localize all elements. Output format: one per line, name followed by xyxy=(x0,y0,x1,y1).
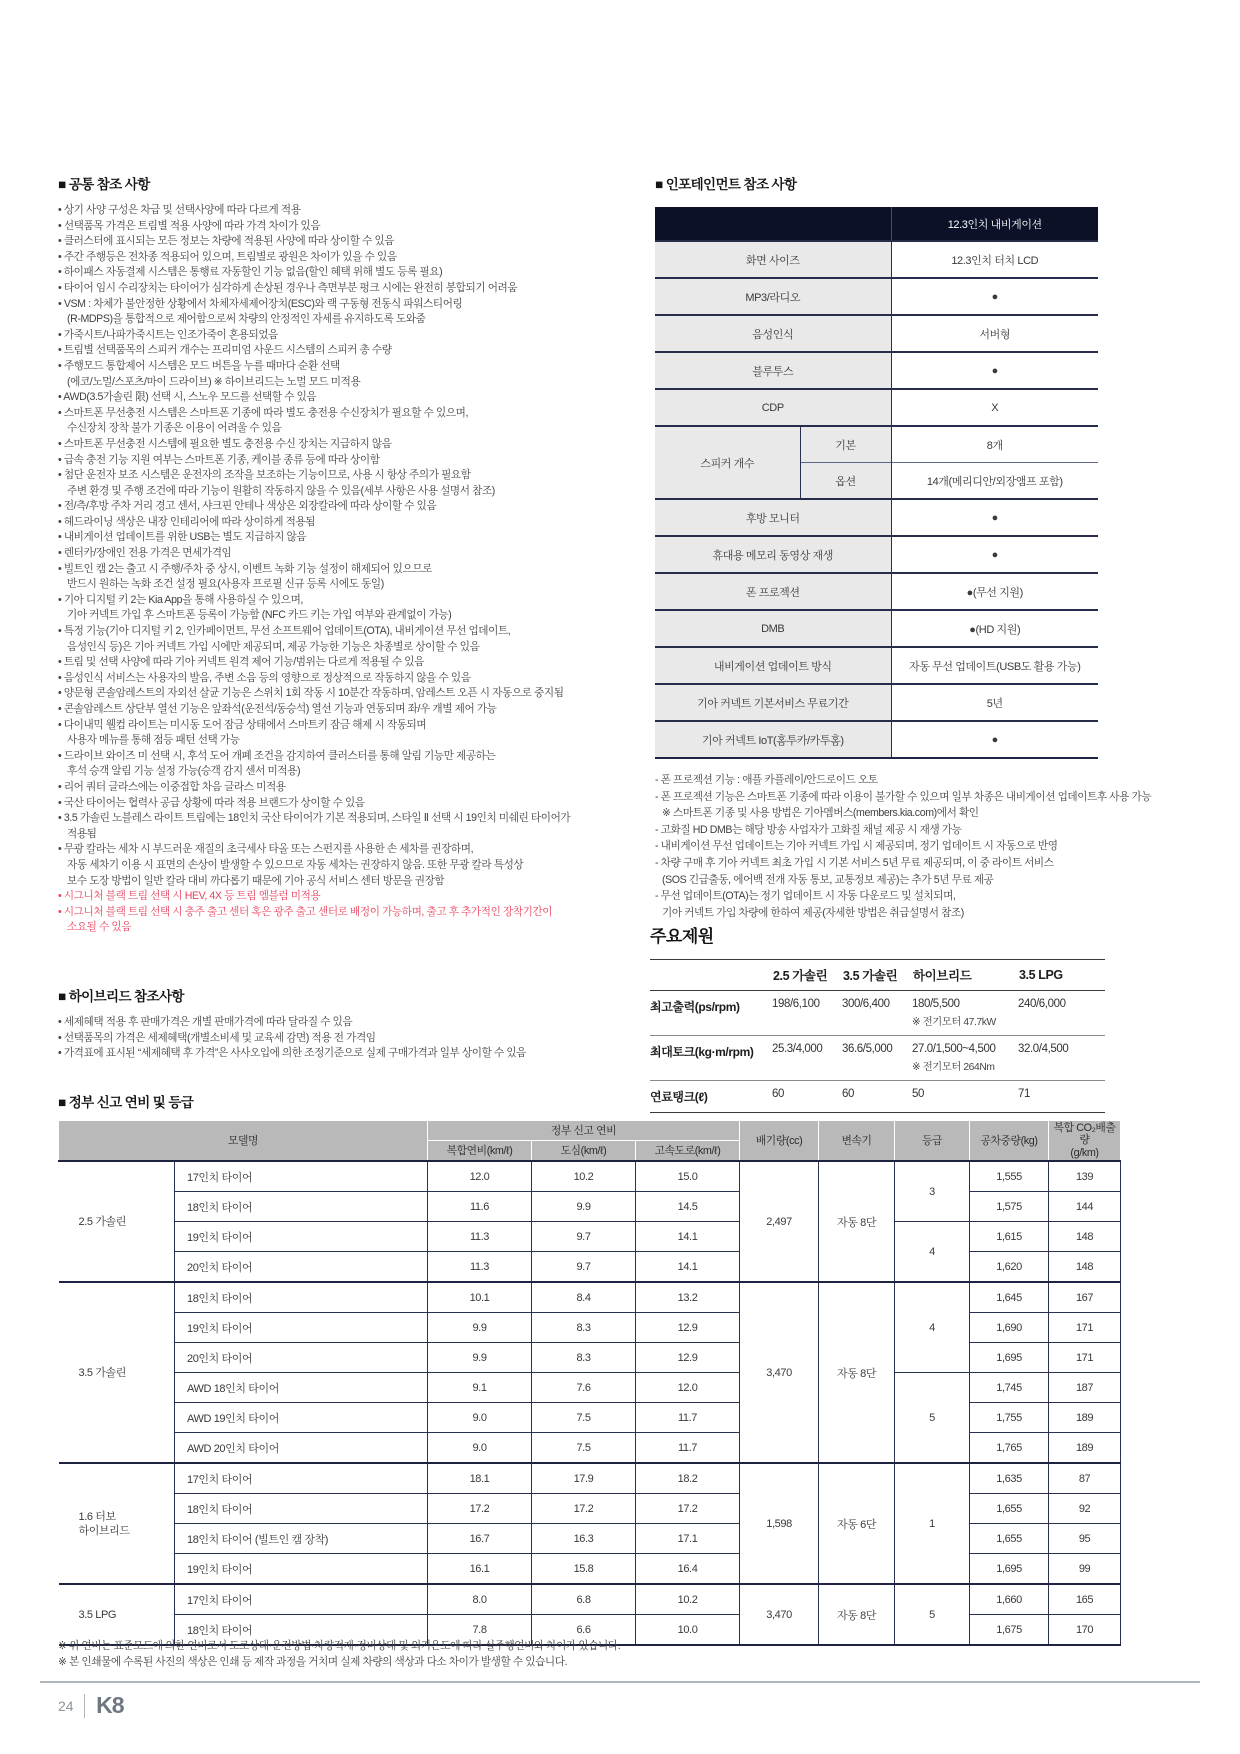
grade-cell: 3 xyxy=(895,1161,970,1222)
table-row xyxy=(655,499,1098,536)
table-row xyxy=(59,1282,1121,1313)
header-model: 모델명 xyxy=(59,1121,428,1162)
note-item: • 렌터카/장애인 전용 가격은 면세가격임 xyxy=(58,547,232,560)
co2-cell: 187 xyxy=(1049,1373,1121,1403)
specs-column-header: 2.5 가솔린 xyxy=(772,960,842,991)
fuel-value-cell: 17.2 xyxy=(428,1494,532,1524)
note-item: • AWD(3.5가솔린 限) 선택 시, 스노우 모드를 선택할 수 있음 xyxy=(58,391,317,404)
tire-cell: 18인치 타이어 xyxy=(175,1192,428,1222)
row-label: 최대토크(kg·m/rpm) xyxy=(650,1036,772,1081)
co2-cell: 170 xyxy=(1049,1615,1121,1646)
weight-cell: 1,660 xyxy=(970,1584,1049,1615)
note-item: • 헤드라이닝 색상은 내장 인테리어에 따라 상이하게 적용됨 xyxy=(58,515,316,528)
fuel-value-cell: 14.1 xyxy=(636,1252,740,1283)
header-subcolumn: 도심(km/ℓ) xyxy=(532,1141,636,1162)
fuel-value-cell: 11.7 xyxy=(636,1433,740,1464)
header-column: 공차중량(kg) xyxy=(970,1121,1049,1162)
table-row xyxy=(59,1584,1121,1615)
infotainment-section xyxy=(655,173,1200,921)
co2-cell: 99 xyxy=(1049,1554,1121,1585)
hybrid-notes-title: ■ 하이브리드 참조사항 xyxy=(58,989,184,1004)
row-value: ● xyxy=(891,536,1098,573)
fuel-value-cell: 13.2 xyxy=(636,1282,740,1313)
row-label: CDP xyxy=(655,389,891,426)
fuel-value-cell: 9.1 xyxy=(428,1373,532,1403)
row-value-note: ※ 전기모터 47.7kW xyxy=(912,1017,996,1028)
note-item: • 선택품목 가격은 트림별 적용 사양에 따라 가격 차이가 있음 xyxy=(58,219,321,232)
fuel-value-cell: 9.7 xyxy=(532,1222,636,1252)
weight-cell: 1,620 xyxy=(970,1252,1049,1283)
tire-cell: AWD 18인치 타이어 xyxy=(175,1373,428,1403)
note-item: • 스마트폰 무선충전 시스템은 스마트폰 기종에 따라 별도 충전용 수신장치가 필요할 수 있으며, 수신장치 장착 불가 기종은 이용이 어려울 수 있음 xyxy=(58,406,618,437)
note-item: • 상기 사양 구성은 차급 및 선택사양에 따라 다르게 적용 xyxy=(58,204,301,216)
co2-cell: 139 xyxy=(1049,1161,1121,1192)
row-label: 최고출력(ps/rpm) xyxy=(650,991,772,1036)
weight-cell: 1,655 xyxy=(970,1524,1049,1554)
specs-column-header: 3.5 가솔린 xyxy=(842,960,912,991)
row-label: MP3/라디오 xyxy=(655,278,891,315)
fuel-value-cell: 17.2 xyxy=(532,1494,636,1524)
weight-cell: 1,695 xyxy=(970,1343,1049,1373)
note-item: • 기아 디지털 키 2는 Kia App을 통해 사용하실 수 있으며, 기아 커넥트 가입 후 스마트폰 등록이 가능함 (NFC 카드 키는 가입 여부와 관계없이 가능) xyxy=(58,593,618,624)
common-notes-title: ■ 공통 참조 사항 xyxy=(58,177,150,192)
note-item: • 콘솔암레스트 상단부 열선 기능은 앞좌석(운전석/동승석) 열선 기능과 연동되며 좌/우 개별 제어 가능 xyxy=(58,703,497,715)
grade-cell: 1 xyxy=(895,1463,970,1584)
row-label: 후방 모니터 xyxy=(655,499,891,536)
fuel-value-cell: 15.0 xyxy=(636,1161,740,1192)
tire-cell: 19인치 타이어 xyxy=(175,1554,428,1585)
row-value: 60 xyxy=(842,1081,912,1113)
row-value: 14개(메리디안/외장앰프 포함) xyxy=(891,463,1098,500)
weight-cell: 1,645 xyxy=(970,1282,1049,1313)
header-subcolumn: 고속도로(km/ℓ) xyxy=(636,1141,740,1162)
displacement-cell: 3,470 xyxy=(740,1584,819,1645)
grade-cell: 5 xyxy=(895,1373,970,1464)
fuel-value-cell: 9.9 xyxy=(532,1192,636,1222)
row-value: ● xyxy=(891,278,1098,315)
note-continuation-line: 음성인식 등)은 기아 커넥트 가입 시에만 제공되며, 제공 가능한 기능은 차종별로 상이할 수 있음 xyxy=(67,640,480,653)
fuel-value-cell: 14.5 xyxy=(636,1192,740,1222)
infotainment-notes xyxy=(655,772,1200,921)
fuel-footnotes xyxy=(58,1638,1198,1670)
row-value: 32.0/4,500 xyxy=(1018,1036,1105,1081)
fuel-value-cell: 10.0 xyxy=(636,1615,740,1646)
specs-title: 주요제원 xyxy=(650,927,714,946)
row-label: 화면 사이즈 xyxy=(655,241,891,278)
note-item: • 내비게이션 업데이트를 위한 USB는 별도 지급하지 않음 xyxy=(58,531,307,544)
note-item: • 하이패스 자동결제 시스템은 통행료 자동할인 기능 없음(할인 혜택 위해 별도 등록 필요) xyxy=(58,266,443,279)
note-item: • 특정 기능(기아 디지털 키 2, 인카페이먼트, 무선 소프트웨어 업데이트(OTA), 내비게이션 무선 업데이트, 음성인식 등)은 기아 커넥트 가입 시에만 제공되며, 제공 가능한 기능은 차종별로 상이할 수 있음 xyxy=(58,624,618,655)
infotainment-header-blank xyxy=(655,207,891,241)
tire-cell: 19인치 타이어 xyxy=(175,1222,428,1252)
row-sublabel: 기본 xyxy=(800,426,891,463)
fuel-value-cell: 10.2 xyxy=(636,1584,740,1615)
weight-cell: 1,635 xyxy=(970,1463,1049,1494)
note-continuation-line: (R-MDPS)을 통합적으로 제어함으로써 차량의 안정적인 자세를 유지하도록 도와줌 xyxy=(67,313,426,326)
fuel-value-cell: 9.7 xyxy=(532,1252,636,1283)
note-item: • 급속 충전 기능 지원 여부는 스마트폰 기종, 케이블 종류 등에 따라 상이함 xyxy=(58,453,380,466)
infotainment-table xyxy=(655,207,1098,759)
row-label: 스피커 개수 xyxy=(655,426,800,499)
fuel-value-cell: 6.6 xyxy=(532,1615,636,1646)
fuel-value-cell: 7.5 xyxy=(532,1433,636,1464)
fuel-value-cell: 11.3 xyxy=(428,1252,532,1283)
weight-cell: 1,765 xyxy=(970,1433,1049,1464)
fuel-value-cell: 17.9 xyxy=(532,1463,636,1494)
tire-cell: 20인치 타이어 xyxy=(175,1252,428,1283)
specs-column-header xyxy=(650,960,772,991)
co2-cell: 87 xyxy=(1049,1463,1121,1494)
tire-cell: 19인치 타이어 xyxy=(175,1313,428,1343)
note-item: • 타이어 임시 수리장치는 타이어가 심각하게 손상된 경우나 측면부분 펑크 시에는 완전히 봉합되기 어려움 xyxy=(58,281,518,294)
row-value: ● xyxy=(891,499,1098,536)
note-item: • VSM : 차체가 불안정한 상황에서 차체자세제어장치(ESC)와 랙 구동형 전동식 파워스티어링 (R-MDPS)을 통합적으로 제어함으로써 차량의 안정적인 자세를 유지하도록 도와줌 xyxy=(58,297,618,328)
dash-note-item: - 고화질 HD DMB는 해당 방송 사업자가 고화질 채널 제공 시 재생 가능 xyxy=(655,823,962,836)
note-continuation-line: ※ 스마트폰 기종 및 사용 방법은 기아멤버스(members.kia.com)에서 확인 xyxy=(662,807,979,820)
fuel-value-cell: 12.9 xyxy=(636,1343,740,1373)
weight-cell: 1,755 xyxy=(970,1403,1049,1433)
row-value: 50 xyxy=(912,1081,1018,1113)
row-label: DMB xyxy=(655,610,891,647)
fuel-value-cell: 7.6 xyxy=(532,1373,636,1403)
row-value: 71 xyxy=(1018,1081,1105,1113)
footnote-line: ※ 위 연비는 표준모드에 의한 연비로서 도로상태·운전방법·차량적재·정비상태 및 외기온도에 따라 실주행연비와 차이가 있습니다. xyxy=(58,1640,621,1652)
row-value: ●(HD 지원) xyxy=(891,610,1098,647)
dash-note-item: - 차량 구매 후 기아 커넥트 최초 가입 시 기본 서비스 5년 무료 제공되며, 이 중 라이트 서비스 (SOS 긴급출동, 에어백 전개 자동 통보, 교통정보 제공)는 추가 5년 무료 제공 xyxy=(655,855,1200,888)
fuel-economy-table xyxy=(58,1120,1121,1646)
displacement-cell: 3,470 xyxy=(740,1282,819,1463)
page-number: 24 xyxy=(58,1697,74,1714)
fuel-value-cell: 9.9 xyxy=(428,1313,532,1343)
fuel-value-cell: 8.4 xyxy=(532,1282,636,1313)
note-item: • 주행모드 통합제어 시스템은 모드 버튼을 누를 때마다 순환 선택 (에코/노멀/스포츠/마이 드라이브) ※ 하이브리드는 노멀 모드 미적용 xyxy=(58,359,618,390)
co2-cell: 171 xyxy=(1049,1313,1121,1343)
row-label: 블루투스 xyxy=(655,352,891,389)
specs-column-header: 3.5 LPG xyxy=(1018,960,1105,991)
dash-note-item: - 폰 프로젝션 기능은 스마트폰 기종에 따라 이용이 불가할 수 있으며 일부 차종은 내비게이션 업데이트후 사용 가능 ※ 스마트폰 기종 및 사용 방법은 기아멤버스(members.kia.com)에서 확인 xyxy=(655,789,1200,822)
fuel-value-cell: 10.2 xyxy=(532,1161,636,1192)
transmission-cell: 자동 6단 xyxy=(819,1463,895,1584)
note-continuation-line: 적용됨 xyxy=(67,827,97,840)
co2-cell: 171 xyxy=(1049,1343,1121,1373)
row-value: X xyxy=(891,389,1098,426)
fuel-economy-title: ■ 정부 신고 연비 및 등급 xyxy=(58,1095,194,1110)
co2-cell: 95 xyxy=(1049,1524,1121,1554)
common-notes-list xyxy=(58,203,618,936)
tire-cell: 18인치 타이어 xyxy=(175,1282,428,1313)
note-continuation-line: (에코/노멀/스포츠/마이 드라이브) ※ 하이브리드는 노멀 모드 미적용 xyxy=(67,375,361,388)
table-row xyxy=(655,352,1098,389)
note-item: • 3.5 가솔린 노블레스 라이트 트림에는 18인치 국산 타이어가 기본 적용되며, 스타일 Ⅱ 선택 시 19인치 미쉐린 타이어가 적용됨 xyxy=(58,811,618,842)
note-item: • 가죽시트/나파가죽시트는 인조가죽이 혼용되었음 xyxy=(58,328,278,341)
co2-cell: 165 xyxy=(1049,1584,1121,1615)
tire-cell: 17인치 타이어 xyxy=(175,1161,428,1192)
fuel-value-cell: 12.0 xyxy=(636,1373,740,1403)
row-value: 12.3인치 터치 LCD xyxy=(891,241,1098,278)
note-item: • 스마트폰 무선충전 시스템에 필요한 별도 충전용 수신 장치는 지급하지 않음 xyxy=(58,437,392,450)
fuel-value-cell: 8.3 xyxy=(532,1313,636,1343)
weight-cell: 1,655 xyxy=(970,1494,1049,1524)
table-row xyxy=(655,241,1098,278)
tire-cell: 18인치 타이어 (빌트인 캠 장착) xyxy=(175,1524,428,1554)
row-value: 자동 무선 업데이트(USB도 활용 가능) xyxy=(891,647,1098,684)
dash-note-item: - 폰 프로젝션 기능 : 애플 카플레이/안드로이드 오토 xyxy=(655,774,878,786)
tire-cell: 18인치 타이어 xyxy=(175,1494,428,1524)
specs-table xyxy=(650,959,1105,1113)
row-value: 240/6,000 xyxy=(1018,991,1105,1036)
row-value: ●(무선 지원) xyxy=(891,573,1098,610)
specs-header-row xyxy=(650,960,1105,991)
note-continuation-line: 주변 환경 및 주행 조건에 따라 기능이 원활히 작동하지 않을 수 있음(세부 사항은 사용 설명서 참조) xyxy=(67,484,495,497)
note-item: • 트림 및 선택 사양에 따라 기아 커넥트 원격 제어 기능/범위는 다르게 적용될 수 있음 xyxy=(58,656,424,669)
row-value: 60 xyxy=(772,1081,842,1113)
row-value: ● xyxy=(891,352,1098,389)
infotainment-title: ■ 인포테인먼트 참조 사항 xyxy=(655,177,797,192)
table-row xyxy=(655,573,1098,610)
row-label: 음성인식 xyxy=(655,315,891,352)
dash-note-item: - 무선 업데이트(OTA)는 정기 업데이트 시 자동 다운로드 및 설치되며, 기아 커넥트 가입 차량에 한하여 제공(자세한 방법은 취급설명서 참조) xyxy=(655,888,1200,921)
header-column: 변속기 xyxy=(819,1121,895,1162)
tire-cell: 17인치 타이어 xyxy=(175,1584,428,1615)
table-row xyxy=(655,721,1098,758)
footer-vertical-divider xyxy=(84,1694,86,1718)
grade-cell: 5 xyxy=(895,1584,970,1645)
table-row xyxy=(59,1222,1121,1252)
co2-cell: 189 xyxy=(1049,1433,1121,1464)
fuel-value-cell: 14.1 xyxy=(636,1222,740,1252)
co2-cell: 167 xyxy=(1049,1282,1121,1313)
note-item: • 시그니처 블랙 트림 선택 시 HEV, 4X 등 트림 엠블럼 미적용 xyxy=(58,890,321,903)
infotainment-header-column: 12.3인치 내비게이션 xyxy=(891,207,1098,241)
note-item: • 양문형 콘솔암레스트의 자외선 살균 기능은 스위치 1회 작동 시 10분간 작동하며, 암레스트 오픈 시 자동으로 중지됨 xyxy=(58,687,564,700)
weight-cell: 1,575 xyxy=(970,1192,1049,1222)
row-value: 180/5,500 ※ 전기모터 47.7kW xyxy=(912,991,1018,1036)
row-value: 5년 xyxy=(891,684,1098,721)
note-item: • 선택품목의 가격은 세제혜택(개별소비세 및 교육세 감면) 적용 전 가격임 xyxy=(58,1031,376,1044)
transmission-cell: 자동 8단 xyxy=(819,1282,895,1463)
header-fuel-group: 정부 신고 연비 xyxy=(428,1121,740,1141)
note-item: • 전/측/후방 주차 거리 경고 센서, 샤크핀 안테나 색상은 외장칼라에 따라 상이할 수 있음 xyxy=(58,500,437,513)
fuel-value-cell: 12.9 xyxy=(636,1313,740,1343)
table-row xyxy=(650,1036,1105,1081)
tire-cell: 17인치 타이어 xyxy=(175,1463,428,1494)
note-item: • 무광 칼라는 세차 시 부드러운 재질의 초극세사 타올 또는 스펀지를 사용한 손 세차를 권장하며, 자동 세차기 이용 시 표면의 손상이 발생할 수 있으므로 자동 세차는 권장하지 않음. 또한 무광 칼라 특성상 보수 도장 방법이 일반 칼라 대비 까다롭기 때문에 기아 공식 서비스 센터 방문을 권장함 xyxy=(58,842,618,889)
fuel-value-cell: 7.5 xyxy=(532,1403,636,1433)
row-value: 8개 xyxy=(891,426,1098,463)
row-value: 198/6,100 xyxy=(772,991,842,1036)
table-row xyxy=(59,1463,1121,1494)
infotainment-header-row xyxy=(655,207,1098,241)
table-row xyxy=(655,610,1098,647)
fuel-header-row-1 xyxy=(59,1121,1121,1141)
row-label: 휴대용 메모리 동영상 재생 xyxy=(655,536,891,573)
note-continuation-line: 보수 도장 방법이 일반 칼라 대비 까다롭기 때문에 기아 공식 서비스 센터 방문을 권장함 xyxy=(67,874,445,887)
fuel-value-cell: 16.4 xyxy=(636,1554,740,1585)
common-notes-section xyxy=(58,173,618,936)
displacement-cell: 2,497 xyxy=(740,1161,819,1282)
footer xyxy=(58,1692,123,1719)
note-item: • 음성인식 서비스는 사용자의 발음, 주변 소음 등의 영향으로 정상적으로 작동하지 않을 수 있음 xyxy=(58,671,471,684)
weight-cell: 1,695 xyxy=(970,1554,1049,1585)
row-value-note: ※ 전기모터 264Nm xyxy=(912,1062,995,1073)
grade-cell: 4 xyxy=(895,1222,970,1283)
row-value: 서버형 xyxy=(891,315,1098,352)
fuel-value-cell: 9.0 xyxy=(428,1403,532,1433)
note-item: • 시그니처 블랙 트림 선택 시 충주 출고 센터 혹은 광주 출고 센터로 배정이 가능하며, 출고 후 추가적인 장착기간이 소요될 수 있음 xyxy=(58,905,618,936)
fuel-value-cell: 18.2 xyxy=(636,1463,740,1494)
fuel-value-cell: 16.7 xyxy=(428,1524,532,1554)
fuel-value-cell: 11.6 xyxy=(428,1192,532,1222)
note-continuation-line: 소요될 수 있음 xyxy=(67,921,132,934)
footnote-line: ※ 본 인쇄물에 수록된 사진의 색상은 인쇄 등 제작 과정을 거치며 실제 차량의 색상과 다소 차이가 발생할 수 있습니다. xyxy=(58,1656,568,1668)
note-item: • 빌트인 캠 2는 출고 시 주행/주차 중 상시, 이벤트 녹화 기능 설정이 해제되어 있으므로 반드시 원하는 녹화 조건 설정 필요(사용자 프로필 신규 등록 시에도 동일) xyxy=(58,562,618,593)
weight-cell: 1,555 xyxy=(970,1161,1049,1192)
k8-logo: K8 xyxy=(96,1692,124,1718)
fuel-value-cell: 12.0 xyxy=(428,1161,532,1192)
note-item: • 드라이브 와이즈 미 선택 시, 후석 도어 개폐 조건을 감지하여 클러스터를 통해 알림 기능만 제공하는 후석 승객 알림 기능 설정 가능(승객 감지 센서 미적용) xyxy=(58,749,618,780)
header-co2: 복합 CO₂배출량 (g/km) xyxy=(1049,1121,1121,1162)
note-continuation-line: 수신장치 장착 불가 기종은 이용이 어려울 수 있음 xyxy=(67,422,282,435)
note-continuation-line: 기아 커넥트 가입 차량에 한하여 제공(자세한 방법은 취급설명서 참조) xyxy=(662,906,964,919)
fuel-value-cell: 16.1 xyxy=(428,1554,532,1585)
header-column: 등급 xyxy=(895,1121,970,1162)
row-sublabel: 옵션 xyxy=(800,463,891,500)
fuel-value-cell: 15.8 xyxy=(532,1554,636,1585)
row-label: 기아 커넥트 기본서비스 무료기간 xyxy=(655,684,891,721)
specs-section xyxy=(650,922,1195,1113)
header-column: 배기량(cc) xyxy=(740,1121,819,1162)
table-row xyxy=(655,647,1098,684)
footer-divider xyxy=(40,1681,1200,1683)
row-label: 내비게이션 업데이트 방식 xyxy=(655,647,891,684)
weight-cell: 1,690 xyxy=(970,1313,1049,1343)
group-name: 3.5 LPG xyxy=(59,1584,175,1645)
row-value: ● xyxy=(891,721,1098,758)
note-continuation-line: 기아 커넥트 가입 후 스마트폰 등록이 가능함 (NFC 카드 키는 가입 여부와 관계없이 가능) xyxy=(67,609,452,622)
fuel-value-cell: 6.8 xyxy=(532,1584,636,1615)
note-item: • 국산 타이어는 협력사 공급 상황에 따라 적용 브랜드가 상이할 수 있음 xyxy=(58,796,365,809)
co2-cell: 189 xyxy=(1049,1403,1121,1433)
group-name: 1.6 터보 하이브리드 xyxy=(59,1463,175,1584)
header-subcolumn: 복합연비(km/ℓ) xyxy=(428,1141,532,1162)
fuel-value-cell: 16.3 xyxy=(532,1524,636,1554)
note-continuation-line: (SOS 긴급출동, 에어백 전개 자동 통보, 교통정보 제공)는 추가 5년 무료 제공 xyxy=(662,873,994,886)
hybrid-notes-list xyxy=(58,1015,618,1062)
fuel-value-cell: 8.0 xyxy=(428,1584,532,1615)
note-item: • 첨단 운전자 보조 시스템은 운전자의 조작을 보조하는 기능이므로, 사용 시 항상 주의가 필요함 주변 환경 및 주행 조건에 따라 기능이 원활히 작동하지 않을 수 있음(세부 사항은 사용 설명서 참조) xyxy=(58,468,618,499)
weight-cell: 1,615 xyxy=(970,1222,1049,1252)
note-item: • 주간 주행등은 전차종 적용되어 있으며, 트림별로 광원은 차이가 있을 수 있음 xyxy=(58,250,397,263)
row-label: 연료탱크(ℓ) xyxy=(650,1081,772,1113)
note-item: • 리어 쿼터 글라스에는 이중접합 차음 글라스 미적용 xyxy=(58,780,286,793)
fuel-value-cell: 10.1 xyxy=(428,1282,532,1313)
hybrid-notes-section xyxy=(58,985,618,1062)
transmission-cell: 자동 8단 xyxy=(819,1584,895,1645)
note-item: • 트림별 선택품목의 스피커 개수는 프리미엄 사운드 시스템의 스피커 총 수량 xyxy=(58,344,392,357)
transmission-cell: 자동 8단 xyxy=(819,1161,895,1282)
weight-cell: 1,745 xyxy=(970,1373,1049,1403)
specs-column-header: 하이브리드 xyxy=(912,960,1018,991)
weight-cell: 1,675 xyxy=(970,1615,1049,1646)
fuel-value-cell: 7.8 xyxy=(428,1615,532,1646)
note-item: • 다이내믹 웰컴 라이트는 미시동 도어 잠금 상태에서 스마트키 잠금 해제 시 작동되며 사용자 메뉴를 통해 점등 패턴 선택 가능 xyxy=(58,718,618,749)
fuel-value-cell: 9.0 xyxy=(428,1433,532,1464)
co2-cell: 148 xyxy=(1049,1222,1121,1252)
table-row xyxy=(655,426,1098,463)
fuel-value-cell: 17.2 xyxy=(636,1494,740,1524)
table-row xyxy=(59,1161,1121,1192)
fuel-value-cell: 18.1 xyxy=(428,1463,532,1494)
row-value: 300/6,400 xyxy=(842,991,912,1036)
co2-cell: 92 xyxy=(1049,1494,1121,1524)
row-value: 36.6/5,000 xyxy=(842,1036,912,1081)
fuel-economy-section xyxy=(58,1091,1158,1646)
displacement-cell: 1,598 xyxy=(740,1463,819,1584)
note-continuation-line: 사용자 메뉴를 통해 점등 패턴 선택 가능 xyxy=(67,734,240,747)
group-name: 2.5 가솔린 xyxy=(59,1161,175,1282)
group-name: 3.5 가솔린 xyxy=(59,1282,175,1463)
table-row xyxy=(655,278,1098,315)
fuel-value-cell: 17.1 xyxy=(636,1524,740,1554)
note-item: • 세제혜택 적용 후 판매가격은 개별 판매가격에 따라 달라질 수 있음 xyxy=(58,1016,353,1028)
row-value: 25.3/4,000 xyxy=(772,1036,842,1081)
note-continuation-line: 후석 승객 알림 기능 설정 가능(승객 감지 센서 미적용) xyxy=(67,765,301,778)
row-label: 폰 프로젝션 xyxy=(655,573,891,610)
fuel-value-cell: 9.9 xyxy=(428,1343,532,1373)
table-row xyxy=(655,536,1098,573)
tire-cell: AWD 20인치 타이어 xyxy=(175,1433,428,1464)
table-row xyxy=(655,684,1098,721)
note-continuation-line: 반드시 원하는 녹화 조건 설정 필요(사용자 프로필 신규 등록 시에도 동일) xyxy=(67,578,384,591)
tire-cell: AWD 19인치 타이어 xyxy=(175,1403,428,1433)
row-label: 기아 커넥트 IoT(홈투카/카투홈) xyxy=(655,721,891,758)
fuel-value-cell: 11.3 xyxy=(428,1222,532,1252)
table-row xyxy=(655,315,1098,352)
table-row xyxy=(59,1373,1121,1403)
fuel-value-cell: 11.7 xyxy=(636,1403,740,1433)
row-value: 27.0/1,500~4,500 ※ 전기모터 264Nm xyxy=(912,1036,1018,1081)
co2-cell: 144 xyxy=(1049,1192,1121,1222)
co2-cell: 148 xyxy=(1049,1252,1121,1283)
dash-note-item: - 내비게이션 무선 업데이트는 기아 커넥트 가입 시 제공되며, 정기 업데이트 시 자동으로 반영 xyxy=(655,840,1058,853)
fuel-value-cell: 8.3 xyxy=(532,1343,636,1373)
table-row xyxy=(655,389,1098,426)
note-continuation-line: 자동 세차기 이용 시 표면의 손상이 발생할 수 있으므로 자동 세차는 권장하지 않음. 또한 무광 칼라 특성상 xyxy=(67,858,524,871)
tire-cell: 18인치 타이어 xyxy=(175,1615,428,1646)
note-item: • 클러스터에 표시되는 모든 정보는 차량에 적용된 사양에 따라 상이할 수 있음 xyxy=(58,235,395,248)
grade-cell: 4 xyxy=(895,1282,970,1373)
table-row xyxy=(650,991,1105,1036)
note-item: • 가격표에 표시된 “세제혜택 후 가격”은 사사오입에 의한 조정기준으로 실제 구매가격과 일부 상이할 수 있음 xyxy=(58,1047,527,1060)
tire-cell: 20인치 타이어 xyxy=(175,1343,428,1373)
